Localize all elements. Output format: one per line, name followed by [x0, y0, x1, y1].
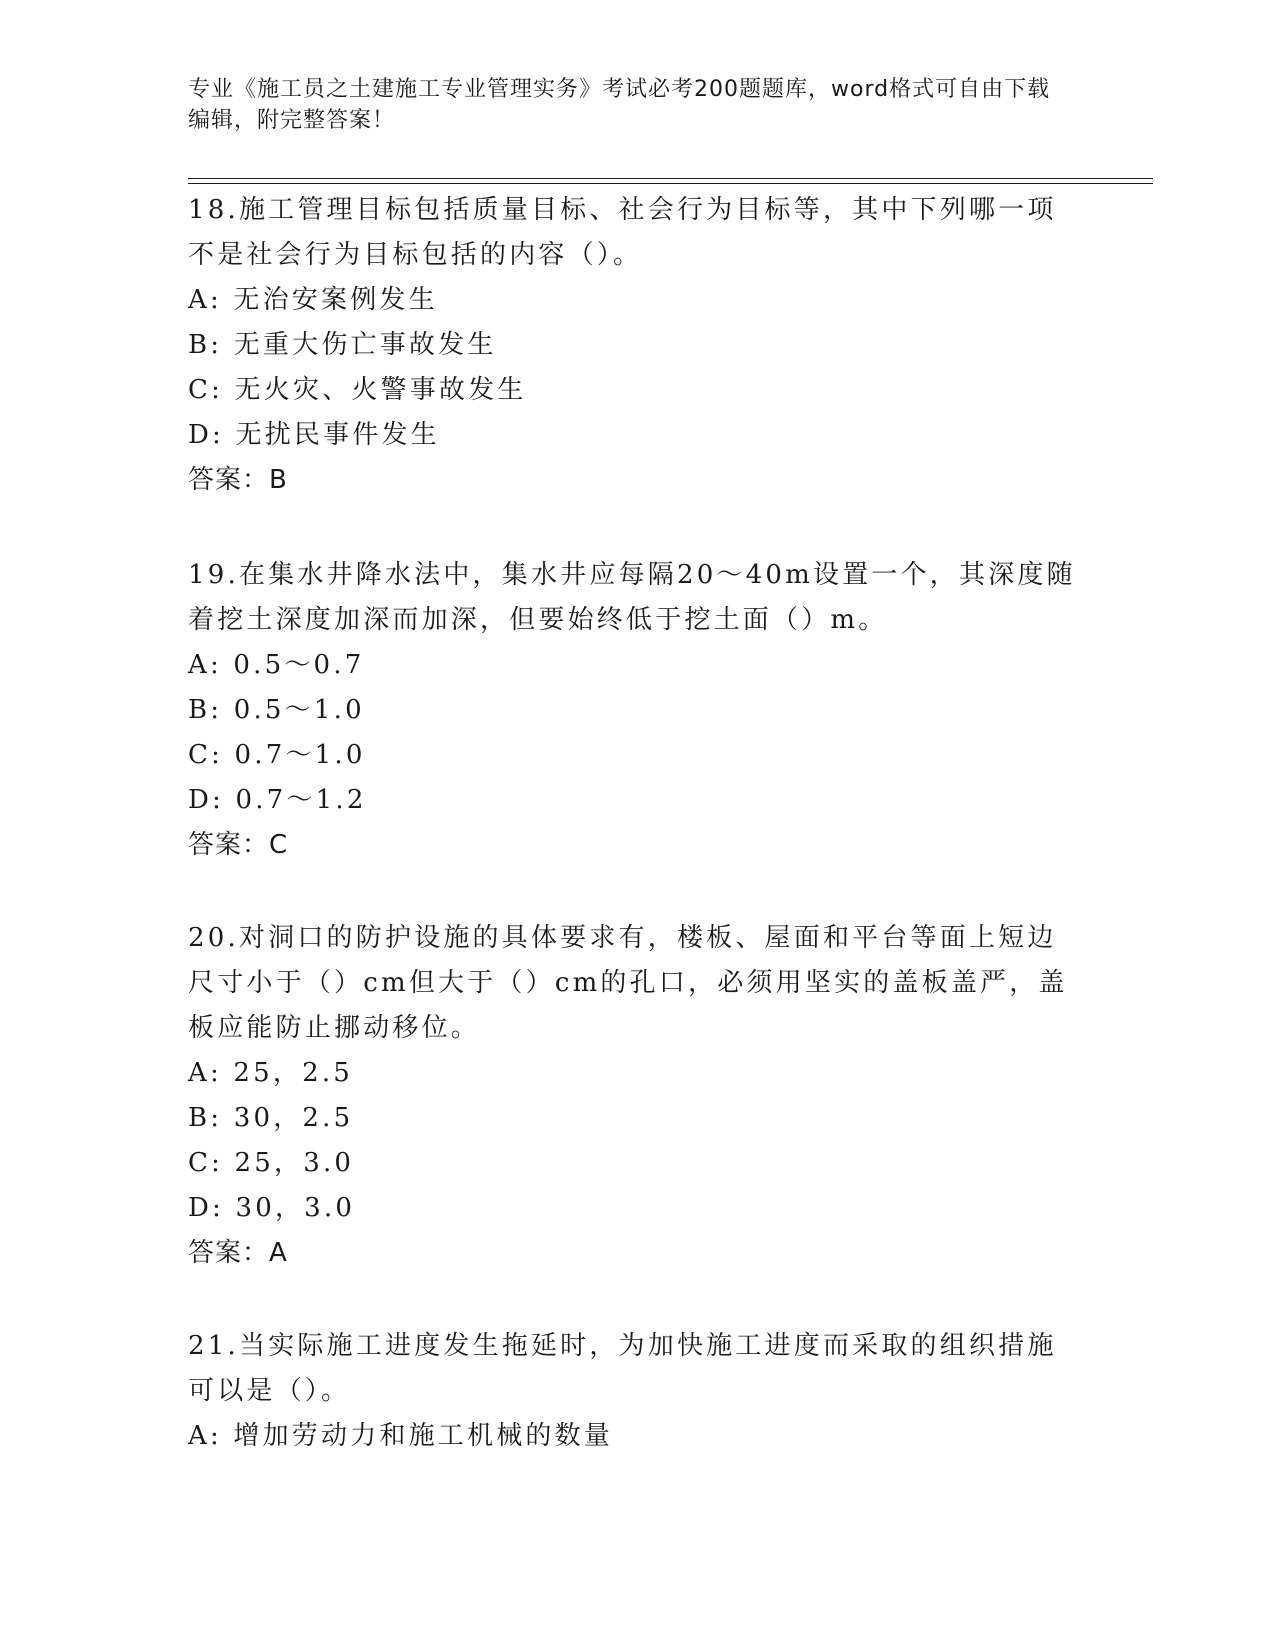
- option-c: C: 0.7～1.0: [188, 740, 366, 770]
- question-stem: 18.施工管理目标包括质量目标、社会行为目标等，其中下列哪一项不是社会行为目标包括的内容（）。: [188, 195, 1057, 270]
- answer: 答案：A: [188, 1238, 288, 1268]
- answer: 答案：C: [188, 830, 289, 860]
- question-stem: 19.在集水井降水法中，集水井应每隔20～40m设置一个，其深度随着挖土深度加深而加深，但要始终低于挖土面（）m。: [188, 560, 1076, 635]
- question-21: [188, 1324, 1078, 1459]
- document-header: 专业《施工员之土建施工专业管理实务》考试必考200题题库，word格式可自由下载编辑，附完整答案！: [188, 77, 1051, 133]
- question-18: [188, 188, 1078, 503]
- option-a: A: 0.5～0.7: [188, 650, 365, 680]
- answer: 答案：B: [188, 465, 288, 495]
- option-b: B: 0.5～1.0: [188, 695, 365, 725]
- question-stem: 20.对洞口的防护设施的具体要求有，楼板、屋面和平台等面上短边尺寸小于（）cm但大于（）cm的孔口，必须用坚实的盖板盖严，盖板应能防止挪动移位。: [188, 923, 1068, 1043]
- question-stem: 21.当实际施工进度发生拖延时，为加快施工进度而采取的组织措施可以是（）。: [188, 1331, 1057, 1406]
- header-divider-top: [188, 178, 1153, 179]
- option-d: D: 0.7～1.2: [188, 785, 367, 815]
- question-20: [188, 916, 1078, 1276]
- option-b: B: 无重大伤亡事故发生: [188, 330, 497, 360]
- option-b: B: 30，2.5: [188, 1103, 354, 1133]
- option-d: D: 30，3.0: [188, 1193, 356, 1223]
- header-divider-bottom: [188, 183, 1153, 184]
- option-d: D: 无扰民事件发生: [188, 420, 440, 450]
- option-c: C: 无火灾、火警事故发生: [188, 375, 527, 405]
- option-a: A: 无治安案例发生: [188, 285, 438, 315]
- option-a: A: 25，2.5: [188, 1058, 354, 1088]
- question-19: [188, 553, 1078, 868]
- option-a: A: 增加劳动力和施工机械的数量: [188, 1421, 614, 1451]
- option-c: C: 25，3.0: [188, 1148, 355, 1178]
